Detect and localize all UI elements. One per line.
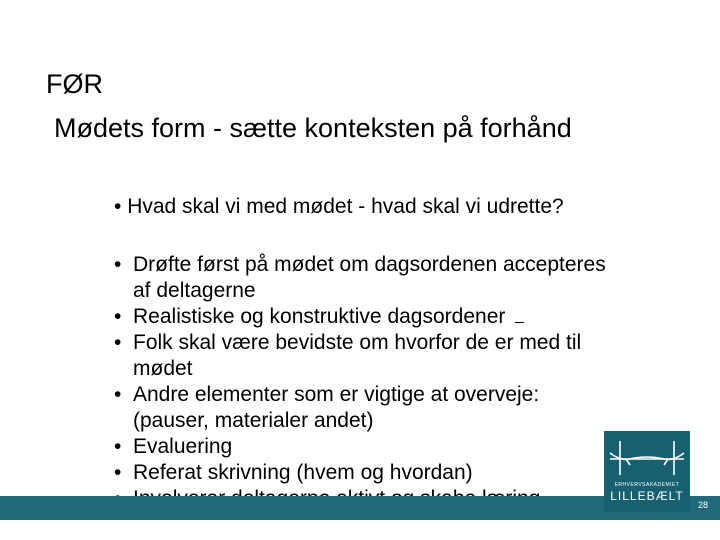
bullet-item xyxy=(114,382,694,434)
bullet-text-line: (pauser, materialer andet) xyxy=(133,409,374,432)
logo-line1: ERHVERVSAKADEMIET xyxy=(614,482,680,488)
bullet-icon: • xyxy=(114,461,122,484)
cursor-mark xyxy=(515,322,524,323)
bullet-item xyxy=(114,304,694,330)
bullet-icon: • xyxy=(114,253,122,276)
bullet-item xyxy=(114,252,694,304)
bullet-text-line: Andre elementer som er vigtige at overveje: xyxy=(133,383,540,406)
logo-line2: LILLEBÆLT xyxy=(610,489,684,503)
bullet-icon: • xyxy=(114,331,122,354)
bullet-text-line: Folk skal være bevidste om hvorfor de er med til xyxy=(133,331,582,354)
bullet-icon: • xyxy=(114,305,122,328)
bullet-icon: • xyxy=(114,195,122,218)
bullet-text: Hvad skal vi med mødet - hvad skal vi udrette? xyxy=(127,195,564,218)
bullet-text-line: Evaluering xyxy=(133,435,233,458)
bullet-item xyxy=(114,330,694,382)
slide-subtitle: Mødets form - sætte konteksten på forhånd xyxy=(54,113,572,143)
slide-title: FØR xyxy=(46,69,103,99)
bullet-text-line: Referat skrivning (hvem og hvordan) xyxy=(133,461,473,484)
bullet-text-line: Realistiske og konstruktive dagsordener xyxy=(133,305,506,328)
bullet-text-line: mødet xyxy=(133,357,193,380)
page-number: 28 xyxy=(698,500,709,510)
bullet-text-line: af deltagerne xyxy=(133,279,256,302)
lillebaelt-logo xyxy=(604,431,690,512)
bullet-text-line: Drøfte først på mødet om dagsordenen accepteres xyxy=(133,253,606,276)
bullet-icon: • xyxy=(114,435,122,458)
first-bullet xyxy=(114,194,564,220)
bullet-icon: • xyxy=(114,383,122,406)
